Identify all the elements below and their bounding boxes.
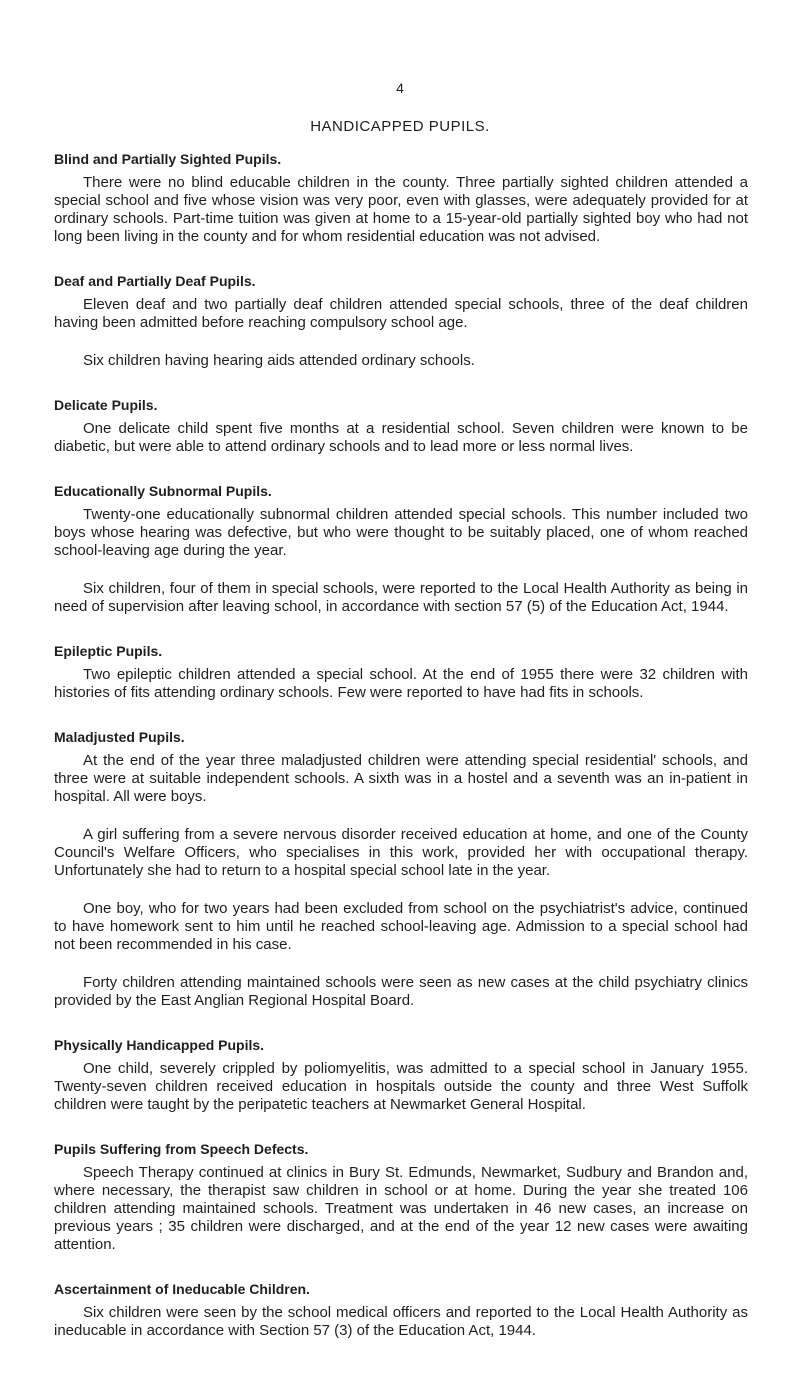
section-paragraph: A girl suffering from a severe nervous disorder received education at home, and one of the County Council's Welfare Officers, who specialises in this work, provided her with occupational therapy. Unfortunately she had to return to a hospital special school late in the year. [54,826,748,879]
section-heading: Pupils Suffering from Speech Defects. [54,1141,309,1157]
section-heading: Blind and Partially Sighted Pupils. [54,151,282,167]
section-heading: Physically Handicapped Pupils. [54,1037,265,1053]
section-heading: Delicate Pupils. [54,397,158,413]
section-heading: Educationally Subnormal Pupils. [54,483,272,499]
section-paragraph: Twenty-one educationally subnormal children attended special schools. This number included two boys whose hearing was defective, but who were thought to be suitably placed, one of whom reached school-leaving age during the year. [54,506,748,559]
section-deaf-partially-deaf [54,272,748,370]
section-paragraph: One child, severely crippled by poliomyelitis, was admitted to a special school in January 1955. Twenty-seven children received education in hospitals outside the county and three West Suffolk children were taught by the peripatetic teachers at Newmarket General Hospital. [54,1060,748,1113]
section-speech-defects [54,1140,748,1254]
section-paragraph: Speech Therapy continued at clinics in Bury St. Edmunds, Newmarket, Sudbury and Brandon and, where necessary, the therapist saw children in school or at home. During the year she treated 106 children attending maintained schools. Treatment was undertaken in 46 new cases, an increase on previous years ; 35 children were discharged, and at the end of the year 12 new cases were awaiting attention. [54,1164,748,1253]
section-heading: Ascertainment of Ineducable Children. [54,1281,310,1297]
page-number: 4 [396,80,404,96]
page-title: HANDICAPPED PUPILS. [310,118,490,135]
section-paragraph: Two epileptic children attended a special school. At the end of 1955 there were 32 children with histories of fits attending ordinary schools. Few were reported to have had fits in schools. [54,666,748,701]
section-paragraph: There were no blind educable children in the county. Three partially sighted children attended a special school and five whose vision was very poor, even with glasses, were adequately provided for at ordinary schools. Part-time tuition was given at home to a 15-year-old partially sighted boy who had not long been living in the county and for whom residential education was not advised. [54,174,748,245]
section-paragraph: Six children were seen by the school medical officers and reported to the Local Health Authority as ineducable in accordance with Section 57 (3) of the Education Act, 1944. [54,1304,748,1339]
section-paragraph: At the end of the year three maladjusted children were attending special residential' schools, and three were at suitable independent schools. A sixth was in a hostel and a seventh was an in-patient in hospital. All were boys. [54,752,748,805]
section-physically-handicapped [54,1036,748,1114]
section-epileptic [54,642,748,702]
page-content [54,150,748,1366]
section-heading: Maladjusted Pupils. [54,729,185,745]
section-heading: Deaf and Partially Deaf Pupils. [54,273,256,289]
section-paragraph: One boy, who for two years had been excluded from school on the psychiatrist's advice, continued to have homework sent to him until he reached school-leaving age. Admission to a special school had not been recommended in his case. [54,900,748,953]
section-paragraph: Six children, four of them in special schools, were reported to the Local Health Authority as being in need of supervision after leaving school, in accordance with section 57 (5) of the Education Act, 1944. [54,580,748,615]
section-delicate [54,396,748,456]
section-paragraph: Six children having hearing aids attended ordinary schools. [83,352,475,369]
section-maladjusted [54,728,748,1010]
section-ineducable-ascertainment [54,1280,748,1340]
section-educationally-subnormal [54,482,748,616]
section-paragraph: One delicate child spent five months at a residential school. Seven children were known to be diabetic, but were able to attend ordinary schools and to lead more or less normal lives. [54,420,748,455]
section-paragraph: Forty children attending maintained schools were seen as new cases at the child psychiatry clinics provided by the East Anglian Regional Hospital Board. [54,974,748,1009]
section-paragraph: Eleven deaf and two partially deaf children attended special schools, three of the deaf children having been admitted before reaching compulsory school age. [54,296,748,331]
section-heading: Epileptic Pupils. [54,643,163,659]
section-blind-partially-sighted [54,150,748,246]
